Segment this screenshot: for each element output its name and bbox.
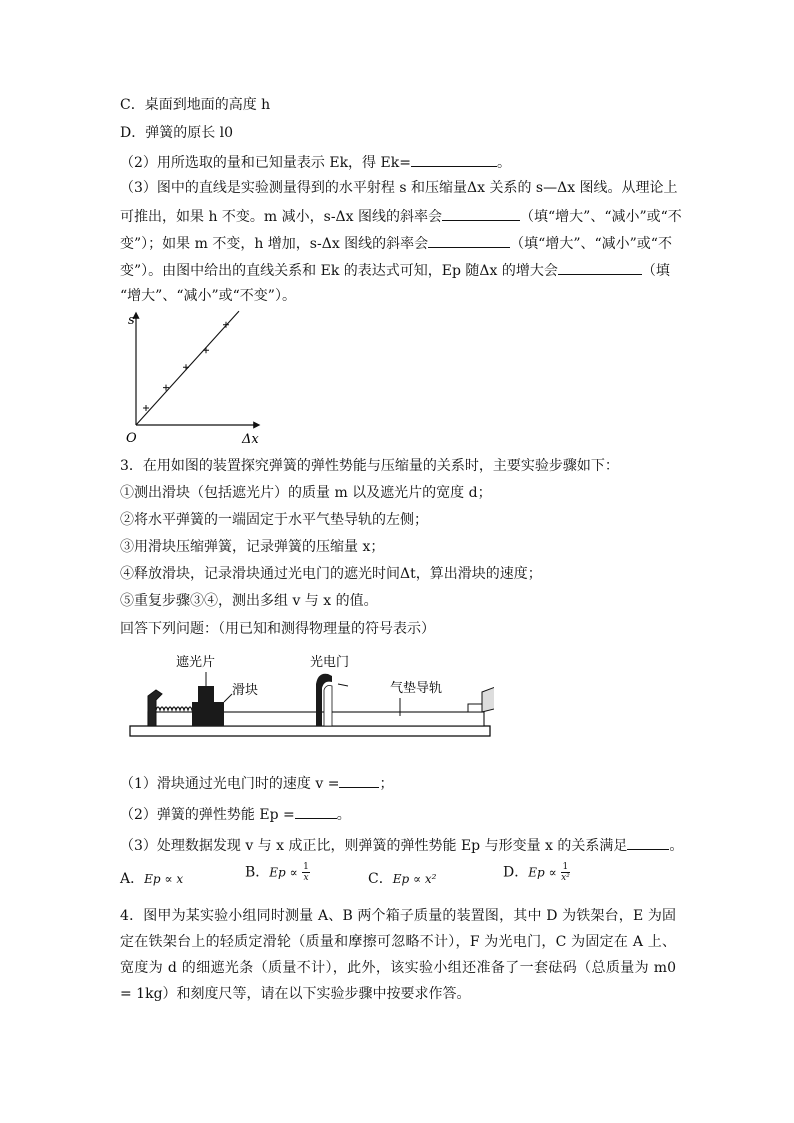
y-axis-label: s: [128, 313, 135, 328]
choice-c-label: C．: [368, 871, 393, 887]
choice-c-expr: Ep ∝ x²: [392, 872, 437, 886]
option-d: D．弹簧的原长 l0: [120, 125, 234, 141]
q3-step-1: ①测出滑块（包括遮光片）的质量 m 以及遮光片的宽度 d；: [120, 485, 492, 501]
q3-sub3-text: （3）处理数据发现 v 与 x 成正比，则弹簧的弹性势能 Ep 与形变量 x 的关系满足: [120, 838, 628, 854]
choice-a[interactable]: [120, 869, 183, 889]
choice-a-expr: Ep ∝ x: [144, 872, 184, 886]
x-axis-label: Δx: [242, 432, 259, 447]
q3-sub-3: [120, 834, 683, 856]
data-point-3: [183, 364, 189, 370]
data-point-4: [203, 347, 209, 353]
gate-pointer: [338, 684, 348, 686]
choice-b-den: x: [303, 873, 309, 883]
sub3-line-3-text: 变”）；如果 m 不变，h 增加，s-Δx 图线的斜率会: [120, 236, 429, 252]
q3-sub3-suffix: 。: [669, 838, 684, 854]
q3-sub2-suffix: 。: [336, 807, 351, 823]
sub3-line-2-text: 可推出，如果 h 不变。m 减小，s-Δx 图线的斜率会: [120, 209, 443, 225]
sub3-line-4-text: 变”）。由图中给出的直线关系和 Ek 的表达式可知，Ep 随Δx 的增大会: [120, 263, 558, 279]
spring: [156, 707, 196, 710]
q3-sub-2: [120, 803, 351, 825]
choice-b-fraction: [302, 862, 310, 883]
q3-sub1-suffix: ；: [379, 776, 394, 792]
q3-sub2-text: （2）弹簧的弹性势能 Ep =: [120, 807, 295, 823]
slider-block: [192, 702, 224, 726]
data-points: [143, 322, 229, 411]
sub-question-2: [120, 151, 511, 173]
shading-plate: [198, 686, 214, 704]
sub3-line-2: [120, 205, 682, 227]
answer-blank[interactable]: [339, 772, 379, 788]
sub3-line-2-tail: （填“增大”、“减小”或“不: [520, 209, 682, 225]
right-stop: [468, 704, 482, 712]
track-label: 气垫导轨: [390, 681, 443, 696]
q3-step-3: ③用滑块压缩弹簧，记录弹簧的压缩量 x；: [120, 539, 385, 555]
choice-d-label: D．: [503, 864, 529, 881]
answer-blank[interactable]: [295, 803, 337, 819]
sub2-suffix: 。: [496, 155, 511, 171]
answer-blank[interactable]: [627, 834, 669, 850]
choice-d-expr: Ep ∝: [528, 865, 557, 880]
q3-stem: 3．在用如图的装置探究弹簧的弹性势能与压缩量的关系时，主要实验步骤如下：: [120, 458, 619, 474]
q3-step-4: ④释放滑块，记录滑块通过光电门的遮光时间Δt，算出滑块的速度；: [120, 566, 542, 582]
slider-label: 滑块: [232, 683, 259, 698]
choice-d-den: x²: [561, 873, 570, 883]
sub3-line-3: [120, 232, 672, 254]
choice-d[interactable]: [503, 862, 570, 883]
origin-label: O: [126, 431, 137, 446]
choice-d-fraction: [561, 862, 570, 883]
choice-c[interactable]: [368, 869, 437, 889]
sub3-line-5: “增大”、“减小”或“不变”）。: [120, 288, 296, 304]
answer-blank[interactable]: [428, 232, 510, 248]
s-dx-graph: [118, 310, 268, 450]
q3-step-2: ②将水平弹簧的一端固定于水平气垫导轨的左侧；: [120, 512, 428, 528]
fit-line: [136, 311, 239, 425]
choice-a-label: A．: [120, 871, 145, 887]
track-base: [130, 726, 490, 736]
answer-blank[interactable]: [411, 151, 497, 167]
choice-b-num: 1: [303, 862, 309, 872]
sub3-line-3-tail: （填“增大”、“减小”或“不: [510, 236, 672, 252]
answer-blank[interactable]: [558, 259, 642, 275]
slider-pointer: [224, 694, 232, 702]
sub3-line-4-tail: （填: [641, 263, 670, 279]
choice-b-label: B．: [245, 864, 270, 881]
data-point-1: [143, 405, 149, 411]
answer-blank[interactable]: [442, 205, 520, 221]
q3-sub-1: [120, 772, 393, 794]
option-c: C．桌面到地面的高度 h: [120, 97, 271, 113]
choice-b[interactable]: [245, 862, 310, 883]
q3-step-5: ⑤重复步骤③④，测出多组 v 与 x 的值。: [120, 593, 378, 609]
right-stand: [482, 686, 494, 712]
sub2-text: （2）用所选取的量和已知量表示 Ek，得 Ek=: [120, 155, 411, 171]
q3-answer-prompt: 回答下列问题：（用已知和测得物理量的符号表示）: [120, 621, 435, 637]
choice-b-expr: Ep ∝: [269, 865, 298, 880]
air-track-diagram: [128, 650, 494, 742]
sub3-line-4: [120, 259, 670, 281]
sub3-line-1: （3）图中的直线是实验测量得到的水平射程 s 和压缩量Δx 关系的 s—Δx 图线。从理论上: [120, 180, 678, 196]
q4-text: 4．图甲为某实验小组同时测量 A、B 两个箱子质量的装置图，其中 D 为铁架台，E 为固定在铁架台上的轻质定滑轮（质量和摩擦可忽略不计），F 为光电门，C 为固定在 A 上、宽度为 d 的细遮光条（质量不计），此外，该实验小组还准备了一套砝码（总质量为 m0 = 1kg）和刻度尺等，请在以下实验步骤中按要求作答。: [120, 908, 676, 1002]
choice-d-num: 1: [562, 862, 569, 872]
gate-label: 光电门: [310, 655, 350, 670]
q3-sub1-text: （1）滑块通过光电门时的速度 v =: [120, 776, 340, 792]
shade-label: 遮光片: [176, 655, 216, 670]
